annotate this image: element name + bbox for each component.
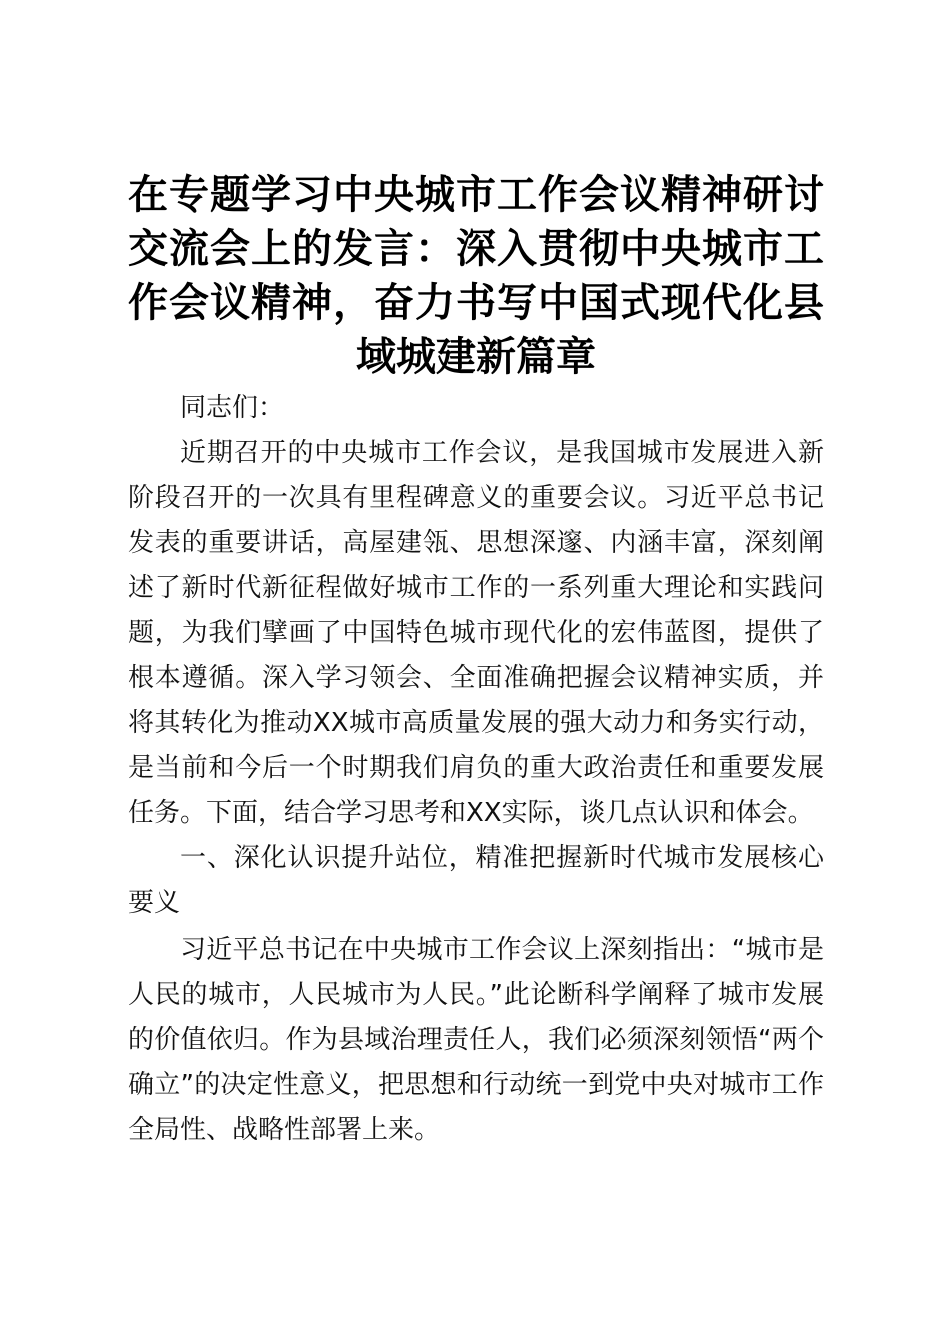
document-title: 在专题学习中央城市工作会议精神研讨交流会上的发言：深入贯彻中央城市工作会议精神，奋力书写中国式现代化县域城建新篇章 [128,172,824,380]
greeting: 同志们： [180,393,285,423]
paragraph-intro: 近期召开的中央城市工作会议，是我国城市发展进入新阶段召开的一次具有里程碑意义的重要会议。习近平总书记发表的重要讲话，高屋建瓴、思想深邃、内涵丰富，深刻阐述了新时代新征程做好城市工作的一系列重大理论和实践问题，为我们擘画了中国特色城市现代化的宏伟蓝图，提供了根本遵循。深入学习领会、全面准确把握会议精神实质，并将其转化为推动XX城市高质量发展的强大动力和务实行动，是当前和今后一个时期我们肩负的重大政治责任和重要发展任务。下面，结合学习思考和XX实际，谈几点认识和体会。 [128,438,824,828]
paragraph-section-1: 习近平总书记在中央城市工作会议上深刻指出：“城市是人民的城市，人民城市为人民。”此论断科学阐释了城市发展的价值依归。作为县域治理责任人，我们必须深刻领悟“两个确立”的决定性意义，把思想和行动统一到党中央对城市工作全局性、战略性部署上来。 [128,935,824,1145]
section-heading-1: 一、深化认识提升站位，精准把握新时代城市发展核心要义 [128,843,824,918]
document-body [128,168,824,1153]
